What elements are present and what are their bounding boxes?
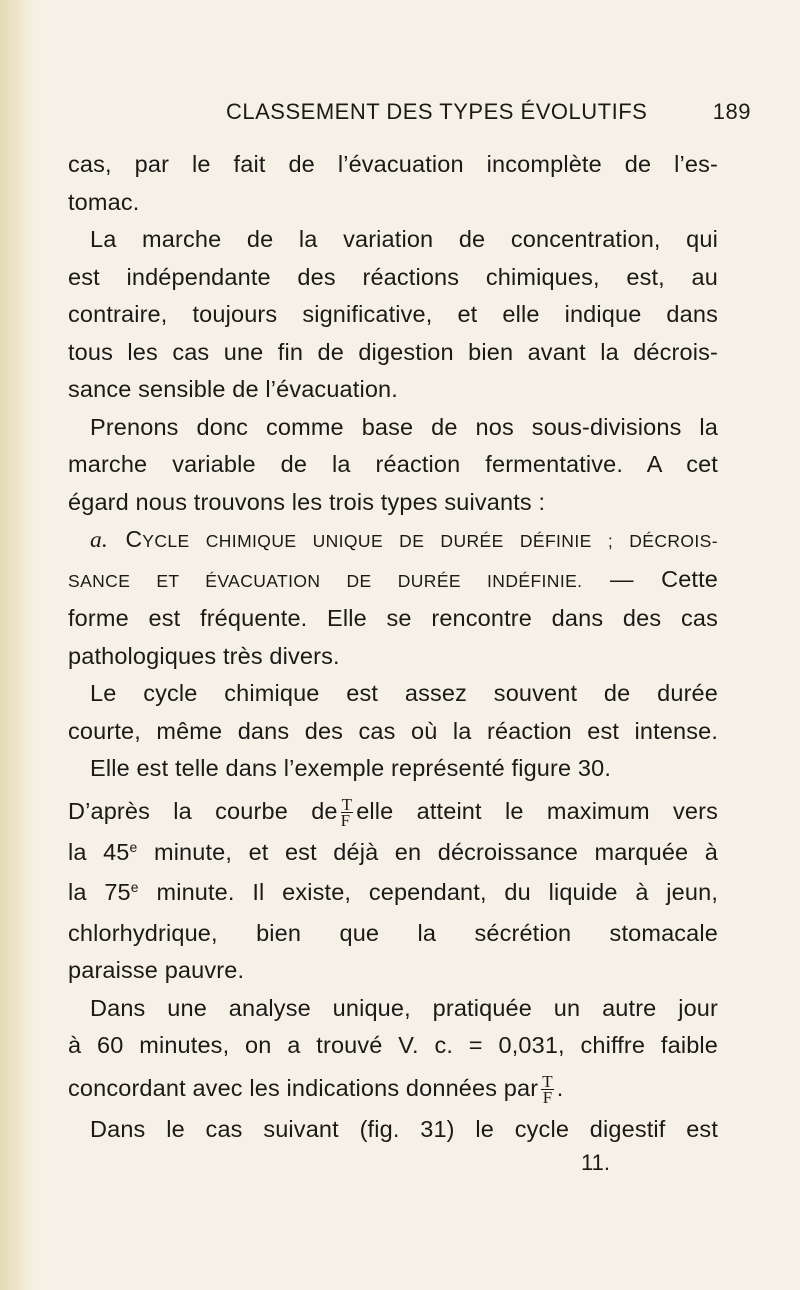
paragraph-7 <box>68 1111 718 1149</box>
text-line-with-fraction <box>68 788 718 834</box>
text-line: à 60 minutes, on a trouvé V. c. = 0,031, chiffre faible <box>68 1032 718 1058</box>
page-text-block <box>68 90 751 1176</box>
text-line: Dans une analyse unique, pratiquée un autre jour <box>90 994 718 1021</box>
paragraph-5 <box>68 675 718 990</box>
page-number: 189 <box>712 99 751 124</box>
body-text <box>68 146 718 1148</box>
paragraph-1 <box>68 146 718 221</box>
section-heading-line <box>68 561 718 601</box>
text-line: paraisse pauvre. <box>68 957 245 983</box>
ordinal-superscript: e <box>130 879 139 895</box>
page-edge-shading <box>0 0 34 1290</box>
text-fragment: Cette <box>661 565 719 592</box>
fraction-denominator: F <box>340 810 351 830</box>
text-fragment: minute. Il existe, cependant, du liquide à jeun, <box>138 879 718 905</box>
fraction-t-over-f <box>340 794 354 830</box>
text-line: chlorhydrique, bien que la sécrétion stomacale <box>68 919 718 946</box>
paragraph-4 <box>68 521 718 675</box>
text-line <box>68 874 718 915</box>
text-fragment: concordant avec les indications données par <box>68 1074 539 1101</box>
text-fragment: la 75 <box>68 879 131 905</box>
running-title: CLASSEMENT DES TYPES ÉVOLUTIFS <box>226 99 648 124</box>
paragraph-6 <box>68 990 718 1111</box>
signature-mark: 11. <box>581 1150 610 1175</box>
paragraph-2 <box>68 221 718 409</box>
text-line: Dans le cas suivant (fig. 31) le cycle digestif est <box>90 1115 718 1142</box>
text-fragment: minute, et est déjà en décroissance marquée à <box>137 838 718 865</box>
text-line: cas, par le fait de l’évacuation incomplète de l’es- <box>68 151 718 177</box>
text-fragment: . <box>556 1074 564 1101</box>
text-line: Elle est telle dans l’exemple représenté figure 30. <box>90 755 612 781</box>
fraction-denominator: F <box>542 1087 553 1107</box>
text-line: égard nous trouvons les trois types suivants : <box>68 488 546 515</box>
heading-part-1: YCLE CHIMIQUE UNIQUE DE DURÉE DÉFINIE ; DÉCROIS- <box>142 531 718 551</box>
text-line: Prenons donc comme base de nos sous-divisions la <box>90 413 718 440</box>
text-fragment: la 45 <box>68 838 130 865</box>
text-fragment: D’après la courbe de <box>68 797 338 824</box>
text-line: courte, même dans des cas où la réaction est intense. <box>68 717 718 744</box>
running-head <box>226 90 751 134</box>
text-fragment: elle atteint le maximum vers <box>356 797 718 824</box>
text-line: tomac. <box>68 188 140 215</box>
fraction-numerator: T <box>542 1071 553 1091</box>
text-line: tous les cas une fin de digestion bien avant la décrois- <box>68 338 718 365</box>
fraction-numerator: T <box>341 794 353 814</box>
text-line: forme est fréquente. Elle se rencontre dans des cas <box>68 605 718 631</box>
text-line: Le cycle chimique est assez souvent de durée <box>90 680 718 706</box>
text-line: pathologiques très divers. <box>68 642 340 669</box>
heading-initial: C <box>125 526 143 552</box>
text-line: est indépendante des réactions chimiques, est, au <box>68 263 718 290</box>
text-line-with-fraction <box>68 1065 718 1111</box>
em-dash: — <box>609 565 634 592</box>
fraction-t-over-f <box>541 1071 554 1107</box>
ordinal-superscript: e <box>129 838 138 855</box>
text-line: marche variable de la réaction fermentative. A cet <box>68 451 718 477</box>
item-letter: a. <box>90 527 108 553</box>
text-line <box>68 834 718 875</box>
paragraph-3 <box>68 409 718 522</box>
text-line: La marche de la variation de concentration, qui <box>90 226 718 252</box>
heading-part-2: SANCE ET ÉVACUATION DE DURÉE INDÉFINIE. <box>68 570 583 591</box>
text-line: sance sensible de l’évacuation. <box>68 376 398 402</box>
text-line: contraire, toujours significative, et elle indique dans <box>68 301 718 327</box>
section-heading-line <box>68 521 718 561</box>
